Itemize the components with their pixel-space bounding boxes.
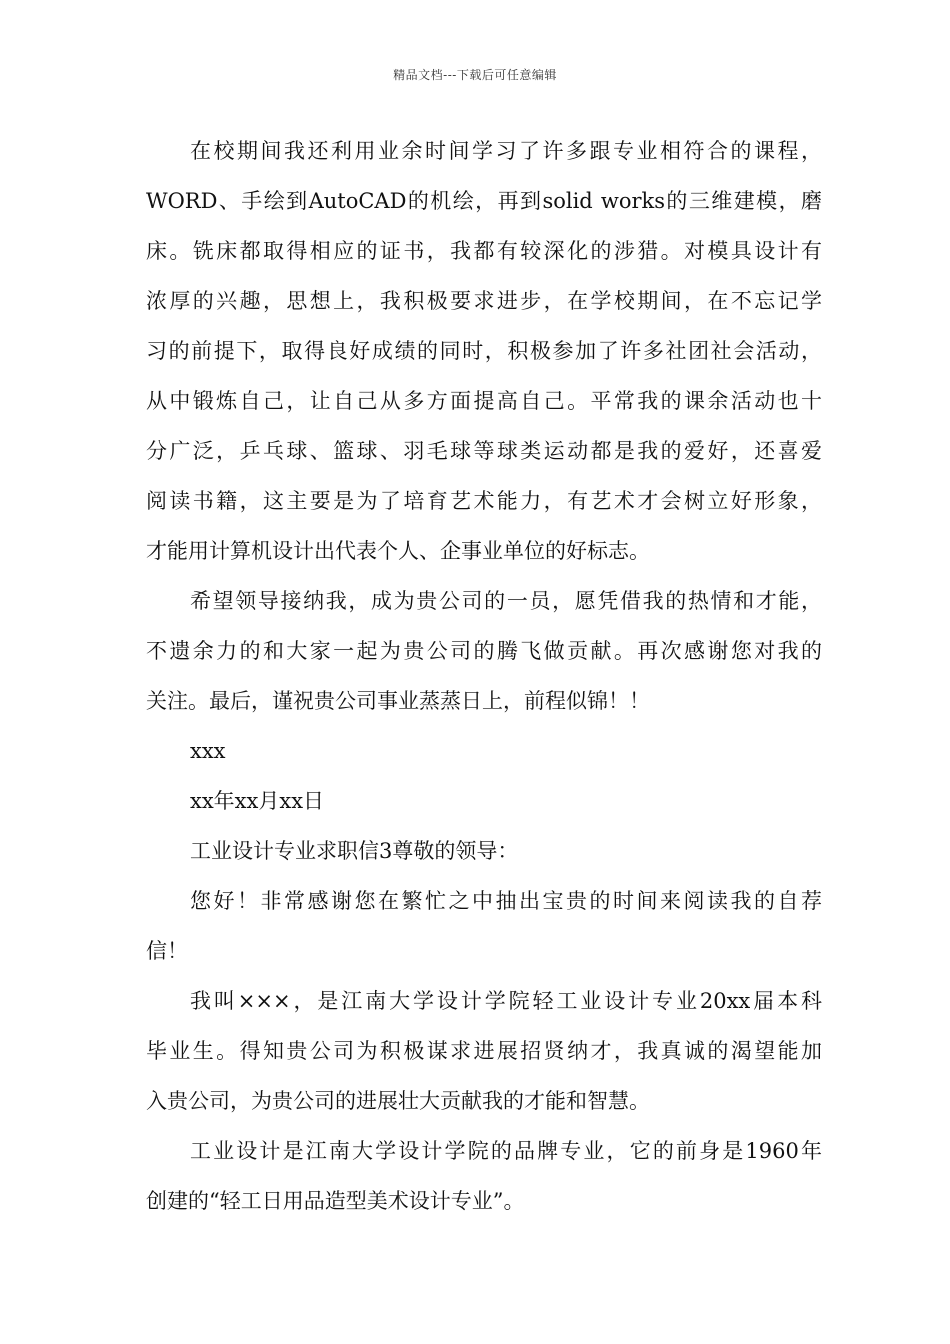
- paragraph-4-line-2: 毕业生。得知贵公司为积极谋求进展招贤纳才，我真诚的渴望能加: [146, 1039, 822, 1063]
- paragraph-5-line-2: 创建的“轻工日用品造型美术设计专业”。: [146, 1189, 525, 1213]
- paragraph-5-line-1: 工业设计是江南大学设计学院的品牌专业，它的前身是1960年: [190, 1139, 822, 1163]
- letter-3-salutation: 工业设计专业求职信3尊敬的领导：: [190, 839, 519, 863]
- page-header: 精品文档---下载后可任意编辑: [393, 68, 557, 82]
- paragraph-1-line-6: 从中锻炼自己，让自己从多方面提高自己。平常我的课余活动也十: [146, 389, 822, 413]
- paragraph-2-line-3: 关注。最后，谨祝贵公司事业蒸蒸日上，前程似锦！！: [146, 689, 650, 713]
- paragraph-1-line-9: 才能用计算机设计出代表个人、企事业单位的好标志。: [146, 539, 650, 563]
- paragraph-1-line-5: 习的前提下，取得良好成绩的同时，积极参加了许多社团社会活动，: [146, 339, 822, 363]
- paragraph-1-line-2: WORD、手绘到AutoCAD的机绘，再到solid works的三维建模，磨: [146, 189, 822, 213]
- paragraph-1-line-4: 浓厚的兴趣，思想上，我积极要求进步，在学校期间，在不忘记学: [146, 289, 822, 313]
- paragraph-1-line-1: 在校期间我还利用业余时间学习了许多跟专业相符合的课程，: [190, 139, 822, 163]
- signature-name: xxx: [190, 739, 226, 763]
- paragraph-2-line-1: 希望领导接纳我，成为贵公司的一员，愿凭借我的热情和才能，: [190, 589, 822, 613]
- document-body: [146, 128, 822, 1228]
- paragraph-4-line-3: 入贵公司，为贵公司的进展壮大贡献我的才能和智慧。: [146, 1089, 650, 1113]
- paragraph-1-line-7: 分广泛，乒乓球、篮球、羽毛球等球类运动都是我的爱好，还喜爱: [146, 439, 822, 463]
- paragraph-4-line-1: 我叫×××，是江南大学设计学院轻工业设计专业20xx届本科: [190, 989, 822, 1013]
- paragraph-1-line-8: 阅读书籍，这主要是为了培育艺术能力，有艺术才会树立好形象，: [146, 489, 822, 513]
- paragraph-1-line-3: 床。铣床都取得相应的证书，我都有较深化的涉猎。对模具设计有: [146, 239, 822, 263]
- signature-date: xx年xx月xx日: [190, 789, 325, 813]
- paragraph-2-line-2: 不遗余力的和大家一起为贵公司的腾飞做贡献。再次感谢您对我的: [146, 639, 822, 663]
- paragraph-3-line-2: 信！: [146, 939, 188, 963]
- paragraph-3-line-1: 您好！非常感谢您在繁忙之中抽出宝贵的时间来阅读我的自荐: [190, 889, 822, 913]
